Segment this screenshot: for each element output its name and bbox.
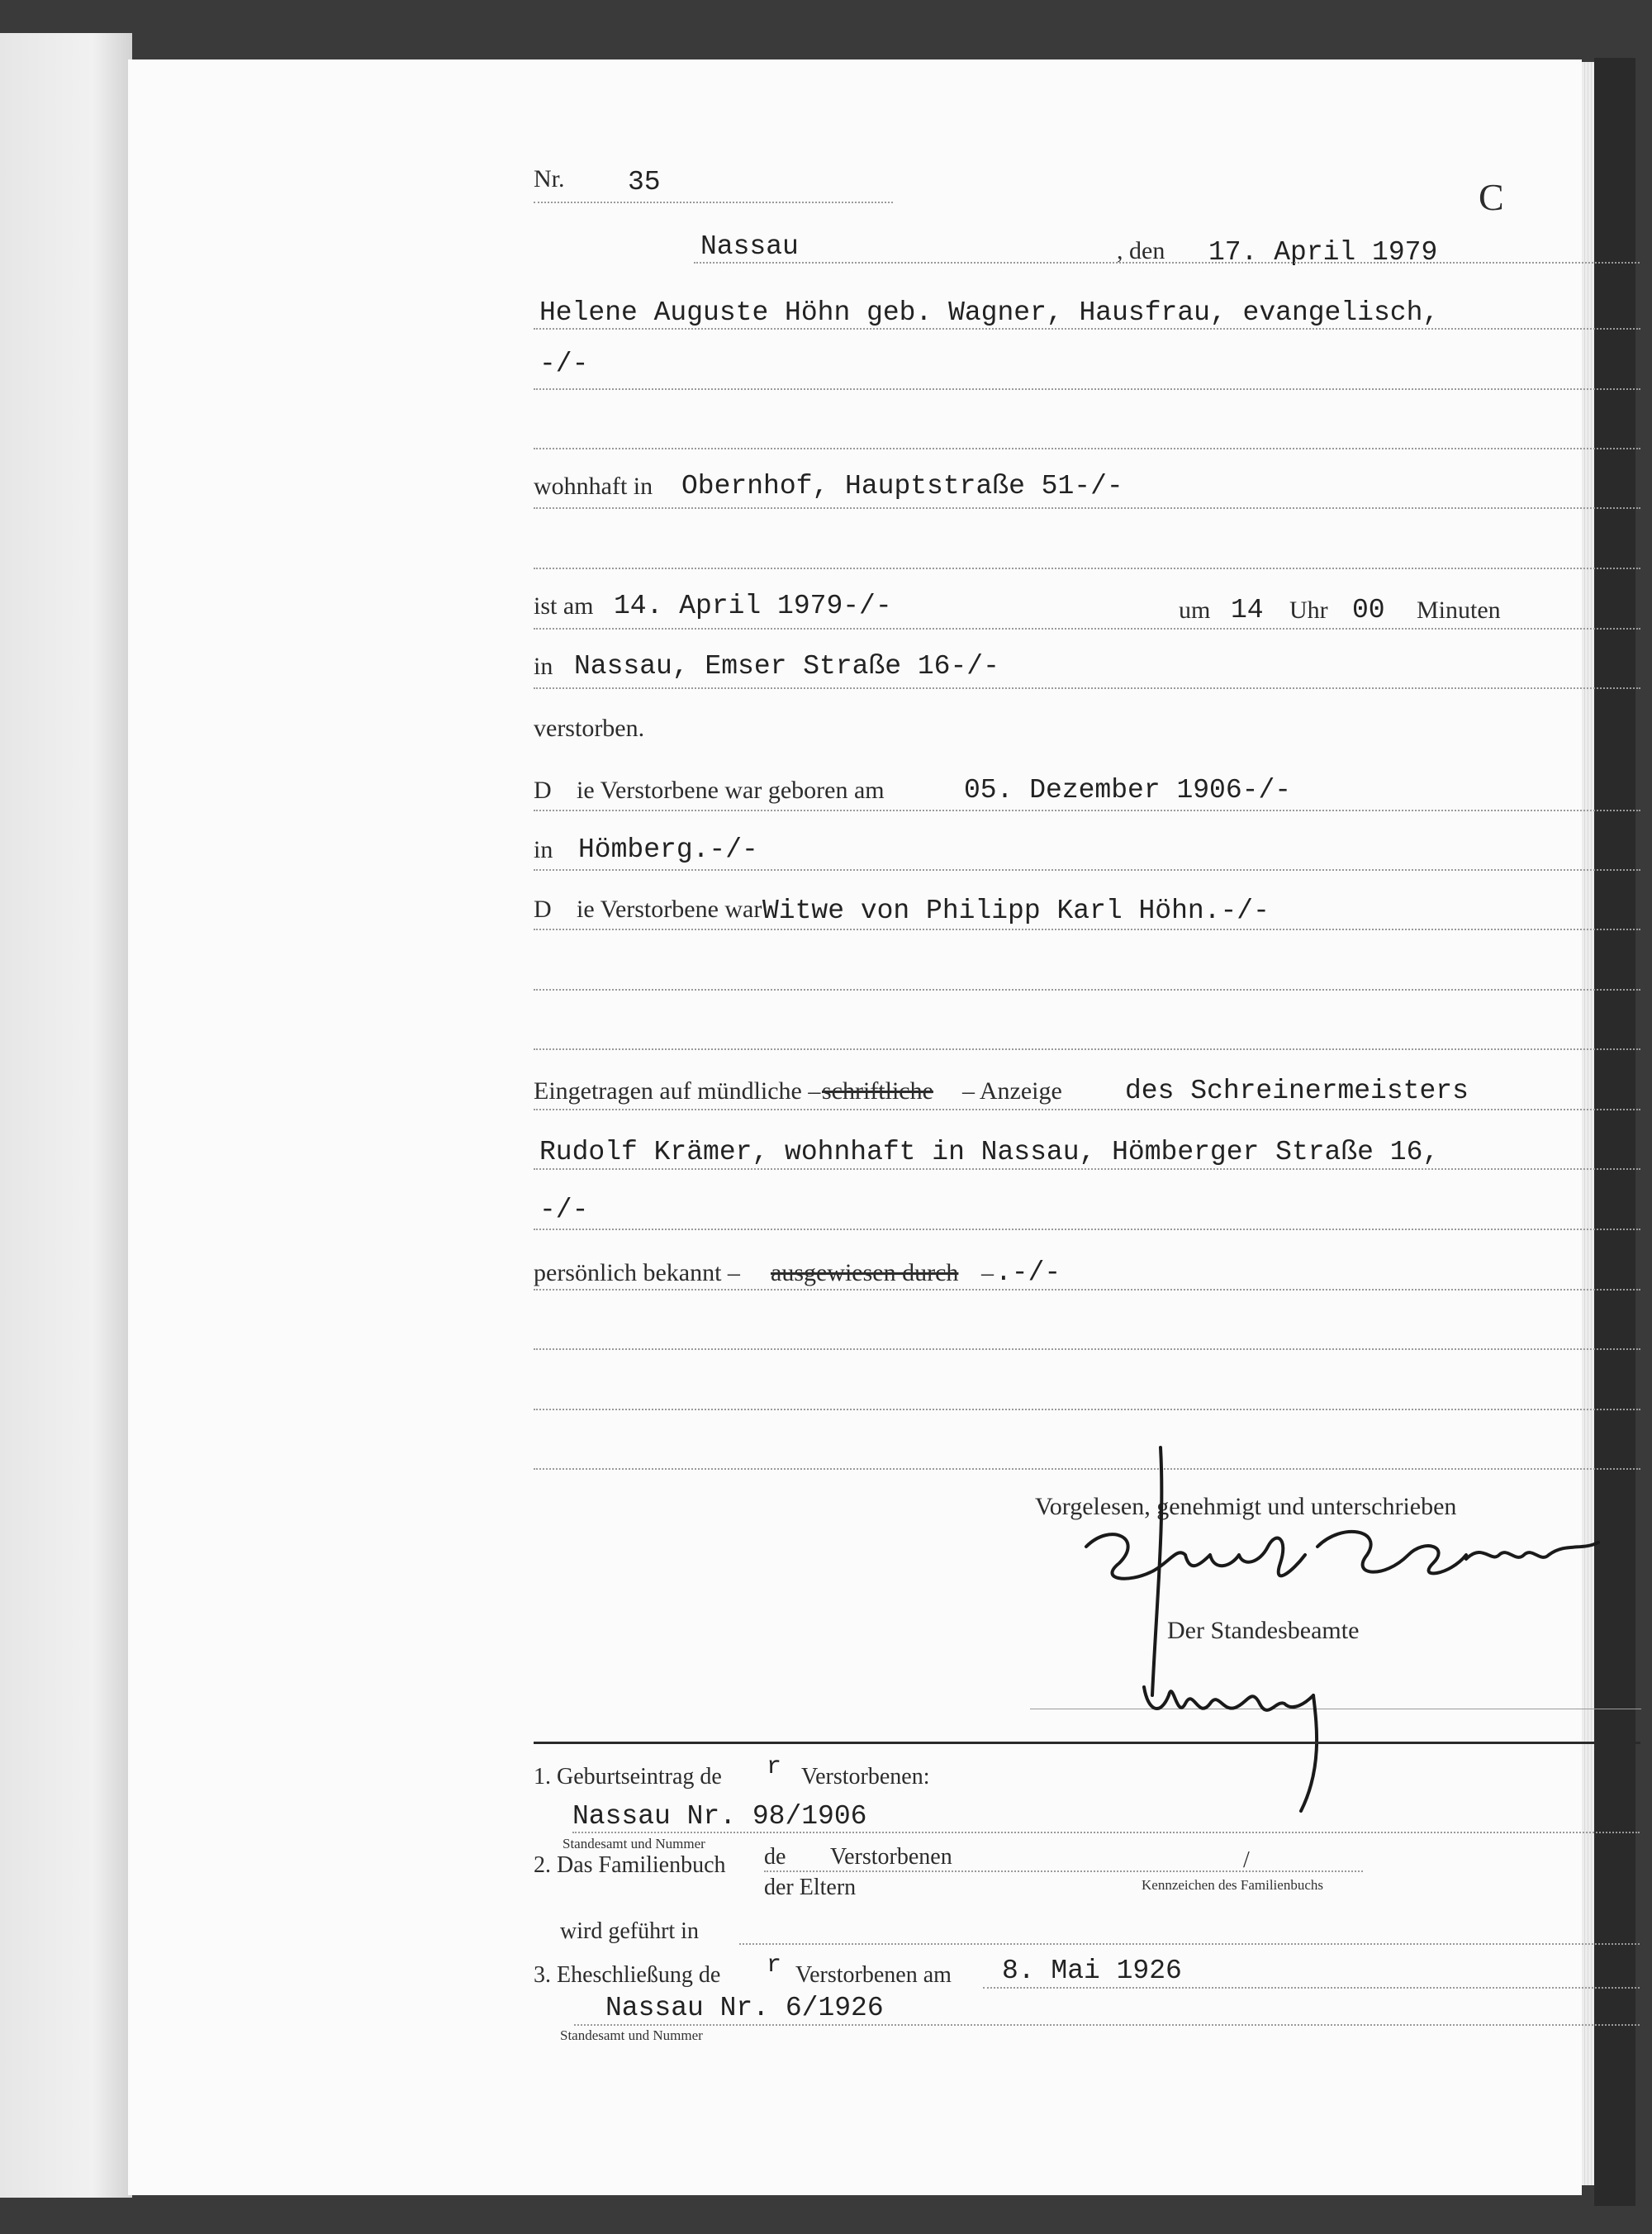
minutes-value: 00 (1352, 595, 1385, 625)
item2-de: de (764, 1844, 786, 1870)
bekannt-dash: – (981, 1259, 994, 1286)
date-value: 17. April 1979 (1208, 237, 1438, 268)
anzeige-label: – Anzeige (962, 1077, 1062, 1105)
rule-10 (534, 810, 1640, 811)
born-d: D (534, 777, 552, 804)
rule-14 (534, 1048, 1640, 1050)
widow-label: ie Verstorbene war (577, 896, 762, 923)
item1-rule (572, 1832, 1640, 1833)
rule-9 (534, 687, 1640, 689)
wohnhaft-label: wohnhaft in (534, 473, 653, 500)
place-value: Nassau (700, 231, 799, 262)
item2-option-1: Verstorbenen (830, 1844, 952, 1870)
footer-divider (534, 1742, 1640, 1744)
deceased-line: Helene Auguste Höhn geb. Wagner, Hausfrau, evangelisch, (539, 297, 1440, 328)
item1-suffix: r (767, 1753, 782, 1781)
rule-7 (534, 568, 1640, 569)
kennzeichen-caption: Kennzeichen des Familienbuchs (1142, 1877, 1323, 1893)
death-place: Nassau, Emser Straße 16-/- (574, 651, 999, 682)
item3-rule (983, 1987, 1640, 1989)
born-label: ie Verstorbene war geboren am (577, 777, 885, 804)
widow-value: Witwe von Philipp Karl Höhn.-/- (762, 896, 1270, 926)
ist-am-label: ist am (534, 592, 594, 620)
item1-label: 1. Geburtseintrag de (534, 1764, 722, 1790)
informant-line-3: -/- (539, 1195, 589, 1225)
rule-11 (534, 869, 1640, 871)
informant-line-1: des Schreinermeisters (1125, 1076, 1469, 1106)
birth-date: 05. Dezember 1906-/- (964, 775, 1292, 806)
item3-label2: Verstorbenen am (795, 1962, 952, 1988)
form-type-letter: C (1479, 176, 1504, 218)
bekannt-label: persönlich bekannt – (534, 1259, 740, 1286)
den-label: , den (1117, 237, 1165, 264)
informant-line-2: Rudolf Krämer, wohnhaft in Nassau, Hömberger Straße 16, (539, 1137, 1440, 1167)
informant-signature (1020, 1423, 1615, 1852)
rule-3 (534, 328, 1640, 330)
nr-value: 35 (628, 167, 661, 197)
nr-rule (534, 202, 893, 203)
death-date: 14. April 1979-/- (614, 591, 892, 621)
um-label: um (1179, 597, 1211, 624)
birth-in-label: in (534, 836, 553, 863)
item3-suffix: r (767, 1951, 782, 1980)
eingetragen-label: Eingetragen auf mündliche – (534, 1077, 821, 1105)
widow-d: D (534, 896, 552, 923)
standesamt-caption-2: Standesamt und Nummer (560, 2027, 703, 2043)
wohnhaft-value: Obernhof, Hauptstraße 51-/- (681, 471, 1123, 501)
item2-label: 2. Das Familienbuch (534, 1852, 726, 1878)
verstorben-label: verstorben. (534, 715, 645, 742)
rule-13 (534, 989, 1640, 991)
item2-option-2: der Eltern (764, 1875, 857, 1900)
item2-rule (764, 1870, 1363, 1872)
rule-6 (534, 507, 1640, 509)
standesbeamte-label: Der Standesbeamte (1167, 1617, 1360, 1644)
left-page-edge (0, 33, 132, 2198)
item2-wird: wird geführt in (560, 1918, 699, 1944)
item1-value: Nassau Nr. 98/1906 (572, 1801, 867, 1832)
book-cover-edge (1594, 58, 1635, 2206)
ausgewiesen-struck: ausgewiesen durch (771, 1259, 959, 1286)
rule-20 (534, 1409, 1640, 1410)
rule-12 (534, 929, 1640, 930)
birth-place: Hömberg.-/- (578, 834, 758, 865)
schriftliche-struck: schriftliche (822, 1077, 933, 1105)
vorgelesen-label: Vorgelesen, genehmigt und unterschrieben (1035, 1493, 1457, 1520)
bekannt-value: .-/- (995, 1257, 1061, 1288)
rule-5 (534, 448, 1640, 449)
rule-8 (534, 628, 1640, 630)
item3-date: 8. Mai 1926 (1002, 1956, 1182, 1986)
standesamt-caption-1: Standesamt und Nummer (563, 1836, 705, 1851)
in-label: in (534, 653, 553, 680)
item3-label: 3. Eheschließung de (534, 1962, 721, 1988)
nr-label: Nr. (534, 165, 565, 193)
rule-15 (534, 1109, 1640, 1110)
rule-19 (534, 1348, 1640, 1350)
hour-value: 14 (1231, 595, 1264, 625)
rule-16 (534, 1168, 1640, 1170)
deceased-line-2: -/- (539, 349, 589, 379)
item1-label2: Verstorbenen: (801, 1764, 930, 1790)
item3-value-rule (574, 2024, 1640, 2026)
item3-value: Nassau Nr. 6/1926 (605, 1993, 884, 2023)
uhr-label: Uhr (1289, 597, 1328, 624)
rule-17 (534, 1229, 1640, 1230)
rule-18 (534, 1289, 1640, 1290)
register-page (128, 59, 1582, 2195)
place-date-rule (694, 262, 1640, 264)
minuten-label: Minuten (1417, 597, 1501, 624)
rule-4 (534, 388, 1640, 390)
item2-slash: / (1243, 1847, 1250, 1873)
item2-wird-rule (739, 1943, 1640, 1945)
